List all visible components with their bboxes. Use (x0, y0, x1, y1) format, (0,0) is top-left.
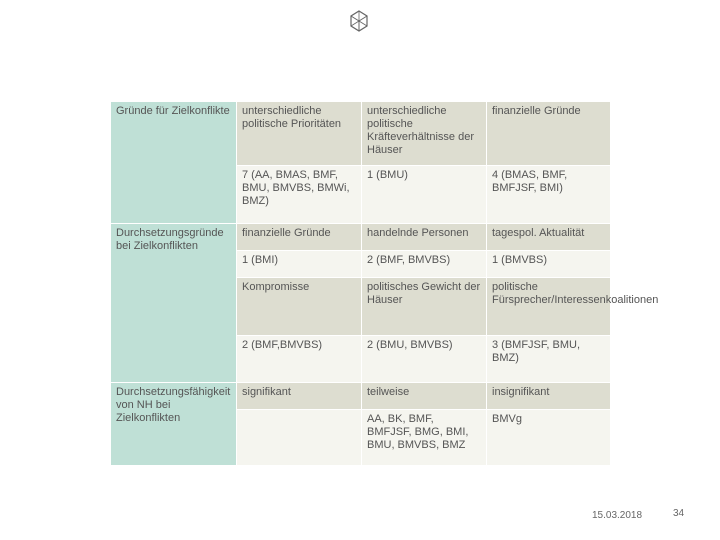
table-cell: insignifikant (487, 383, 611, 410)
table-row (111, 383, 611, 410)
table-cell: 1 (BMU) (362, 166, 487, 224)
table-cell: 2 (BMU, BMVBS) (362, 336, 487, 383)
table-cell: 4 (BMAS, BMF, BMFJSF, BMI) (487, 166, 611, 224)
table-cell: tagespol. Aktualität (487, 224, 611, 251)
table-cell: politische Fürsprecher/Interessenkoalitionen (487, 278, 611, 336)
table-cell: teilweise (362, 383, 487, 410)
table-cell (237, 410, 362, 466)
row-label: Gründe für Zielkonflikte (111, 102, 237, 224)
table-row (111, 102, 611, 166)
page-number: 34 (673, 508, 685, 519)
table-cell: politisches Gewicht der Häuser (362, 278, 487, 336)
table-cell: signifikant (237, 383, 362, 410)
table-cell: finanzielle Gründe (487, 102, 611, 166)
table-cell: 2 (BMF,BMVBS) (237, 336, 362, 383)
footer-date: 15.03.2018 (592, 510, 643, 521)
table-cell: 3 (BMFJSF, BMU, BMZ) (487, 336, 611, 383)
row-label: Durchsetzungsgründe bei Zielkonflikten (111, 224, 237, 383)
table-cell: BMVg (487, 410, 611, 466)
conflict-table (110, 101, 659, 466)
table-cell: 2 (BMF, BMVBS) (362, 251, 487, 278)
table-cell: Kompromisse (237, 278, 362, 336)
table-cell: 7 (AA, BMAS, BMF, BMU, BMVBS, BMWi, BMZ) (237, 166, 362, 224)
cube-logo-icon (349, 10, 369, 32)
table-cell: 1 (BMI) (237, 251, 362, 278)
table-cell: AA, BK, BMF, BMFJSF, BMG, BMI, BMU, BMVBS, BMZ (362, 410, 487, 466)
row-label: Durchsetzungsfähigkeit von NH bei Zielkonflikten (111, 383, 237, 466)
table-cell: 1 (BMVBS) (487, 251, 611, 278)
table-cell: handelnde Personen (362, 224, 487, 251)
table-cell: unterschiedliche politische Prioritäten (237, 102, 362, 166)
table-cell: finanzielle Gründe (237, 224, 362, 251)
table-row (111, 224, 611, 251)
table-cell: unterschiedliche politische Kräfteverhältnisse der Häuser (362, 102, 487, 166)
